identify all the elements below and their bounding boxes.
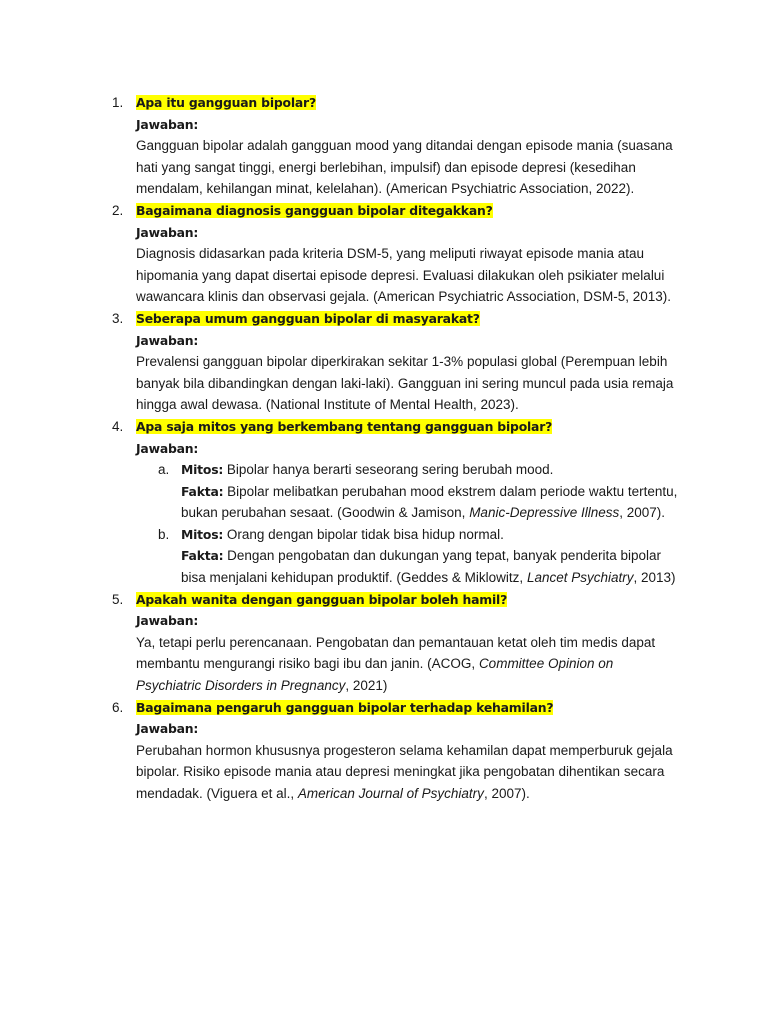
answer-label: Jawaban: — [136, 721, 199, 737]
answer-text — [136, 632, 680, 697]
text-run: , 2007). — [483, 786, 530, 801]
list-item — [0, 308, 768, 416]
question-line — [136, 92, 680, 114]
answer-label: Jawaban: — [136, 613, 199, 629]
text-run: , 2021) — [345, 678, 388, 694]
myth-label: Mitos: — [181, 462, 224, 478]
answer-text — [136, 740, 680, 805]
myth-body: Bipolar hanya berarti seseorang sering berubah mood. — [223, 462, 554, 478]
answer-label: Jawaban: — [136, 332, 199, 348]
myth-text — [181, 524, 680, 546]
item-number: 6. — [112, 699, 124, 715]
list-item — [0, 92, 768, 200]
item-number: 4. — [112, 418, 124, 434]
item-number: 3. — [112, 310, 124, 326]
text-run: Diagnosis didasarkan pada kriteria DSM-5, yang meliputi riwayat episode mania atau hipomania yang dapat disertai episode depresi. Evaluasi dilakukan oleh psikiater melalui wawancara klinis dan observasi gejala. (American Psychiatric Association, DSM-5, 2013). — [136, 246, 671, 305]
answer-label: Jawaban: — [136, 116, 199, 132]
myth-text — [181, 459, 680, 481]
item-number: 1. — [112, 95, 124, 110]
myth-label: Mitos: — [181, 526, 224, 542]
citation-title: Lancet Psychiatry — [526, 570, 634, 586]
item-number: 5. — [112, 591, 124, 607]
faq-list — [0, 92, 768, 805]
question-line — [136, 589, 680, 611]
citation-title: Manic-Depressive Illness — [469, 505, 620, 521]
question-line — [136, 200, 680, 222]
answer-label: Jawaban: — [136, 440, 199, 456]
citation-title: American Journal of Psychiatry — [297, 786, 484, 801]
list-item — [0, 589, 768, 697]
text-run: , 2007). — [619, 505, 666, 521]
sub-item — [136, 524, 680, 589]
question-highlight: Apakah wanita dengan gangguan bipolar boleh hamil? — [136, 591, 508, 607]
question-highlight: Apa saja mitos yang berkembang tentang gangguan bipolar? — [136, 418, 553, 434]
list-item — [0, 697, 768, 805]
sub-item — [136, 459, 680, 524]
sub-item-letter: a. — [158, 462, 170, 478]
question-highlight: Seberapa umum gangguan bipolar di masyarakat? — [136, 310, 480, 326]
list-item — [0, 200, 768, 308]
question-highlight: Bagaimana pengaruh gangguan bipolar terhadap kehamilan? — [136, 699, 554, 715]
myth-body: Orang dengan bipolar tidak bisa hidup normal. — [223, 526, 504, 542]
question-highlight: Bagaimana diagnosis gangguan bipolar ditegakkan? — [136, 202, 493, 218]
answer-text — [136, 351, 680, 416]
fact-text — [181, 545, 680, 588]
text-run: Prevalensi gangguan bipolar diperkirakan sekitar 1-3% populasi global (Perempuan lebih banyak bila dibandingkan dengan laki-laki). Gangguan ini sering muncul pada usia remaja hingga awal dewasa. (National Institute of Mental Health, 2023). — [136, 354, 674, 413]
text-run: Dengan pengobatan dan dukungan yang tepat, banyak penderita bipolar bisa menjalani kehidupan produktif. (Geddes & Miklowitz, — [181, 548, 661, 586]
answer-label: Jawaban: — [136, 224, 199, 240]
text-run: Bipolar melibatkan perubahan mood ekstrem dalam periode waktu tertentu, bukan perubahan sesaat. (Goodwin & Jamison, — [181, 483, 678, 521]
question-line — [136, 697, 680, 719]
answer-text — [136, 243, 680, 308]
question-line — [136, 416, 680, 438]
sub-item-letter: b. — [158, 526, 170, 542]
text-run: Ya, tetapi perlu perencanaan. Pengobatan dan pemantauan ketat oleh tim medis dapat membantu mengurangi risiko bagi ibu dan janin. (ACOG, — [136, 634, 656, 672]
fact-label: Fakta: — [181, 548, 224, 564]
list-item — [0, 416, 768, 589]
citation-title: Committee Opinion on Psychiatric Disorders in Pregnancy — [136, 656, 614, 694]
fact-text — [181, 481, 680, 524]
question-line — [136, 308, 680, 330]
text-run: , 2013) — [633, 570, 676, 586]
text-run: Perubahan hormon khususnya progesteron selama kehamilan dapat memperburuk gejala bipolar. Risiko episode mania atau depresi meningkat jika pengobatan dihentikan secara mendadak. (Viguera et al., — [136, 742, 673, 801]
answer-text — [136, 135, 680, 200]
fact-label: Fakta: — [181, 483, 224, 499]
text-run: Gangguan bipolar adalah gangguan mood yang ditandai dengan episode mania (suasana hati yang sangat tinggi, energi berlebihan, impulsif) dan episode depresi (kesedihan mendalam, kehilangan minat, kelelahan). (American Psychiatric Association, 2022). — [136, 138, 673, 197]
item-number: 2. — [112, 202, 124, 218]
question-highlight: Apa itu gangguan bipolar? — [136, 95, 316, 110]
